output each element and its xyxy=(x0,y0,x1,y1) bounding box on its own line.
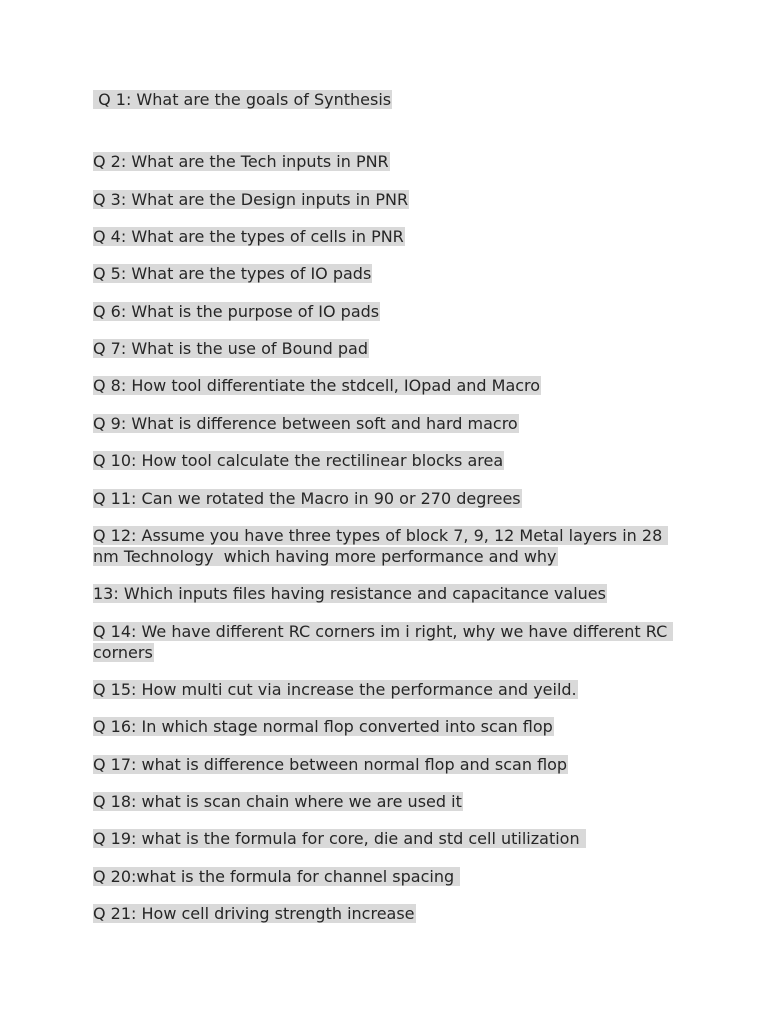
question-16: Q 16: In which stage normal flop converted into scan flop xyxy=(93,717,553,736)
question-20: Q 20:what is the formula for channel spacing xyxy=(93,867,460,886)
question-4: Q 4: What are the types of cells in PNR xyxy=(93,227,404,246)
question-6: Q 6: What is the purpose of IO pads xyxy=(93,302,380,321)
question-14: Q 14: We have different RC corners im i right, why we have different RC corners xyxy=(93,622,673,662)
question-1: Q 1: What are the goals of Synthesis xyxy=(93,90,392,109)
question-12: Q 12: Assume you have three types of block 7, 9, 12 Metal layers in 28 nm Technology which having more performance and why xyxy=(93,526,668,566)
question-11: Q 11: Can we rotated the Macro in 90 or 270 degrees xyxy=(93,489,521,508)
question-5: Q 5: What are the types of IO pads xyxy=(93,264,372,283)
question-13: 13: Which inputs files having resistance and capacitance values xyxy=(93,584,606,603)
question-9: Q 9: What is difference between soft and hard macro xyxy=(93,414,518,433)
question-17: Q 17: what is difference between normal flop and scan flop xyxy=(93,755,568,774)
question-19: Q 19: what is the formula for core, die and std cell utilization xyxy=(93,829,585,848)
question-10: Q 10: How tool calculate the rectilinear blocks area xyxy=(93,451,504,470)
question-3: Q 3: What are the Design inputs in PNR xyxy=(93,190,409,209)
question-21: Q 21: How cell driving strength increase xyxy=(93,904,415,923)
question-8: Q 8: How tool differentiate the stdcell, IOpad and Macro xyxy=(93,376,541,395)
question-2: Q 2: What are the Tech inputs in PNR xyxy=(93,152,389,171)
question-18: Q 18: what is scan chain where we are used it xyxy=(93,792,462,811)
question-7: Q 7: What is the use of Bound pad xyxy=(93,339,368,358)
question-15: Q 15: How multi cut via increase the performance and yeild. xyxy=(93,680,577,699)
